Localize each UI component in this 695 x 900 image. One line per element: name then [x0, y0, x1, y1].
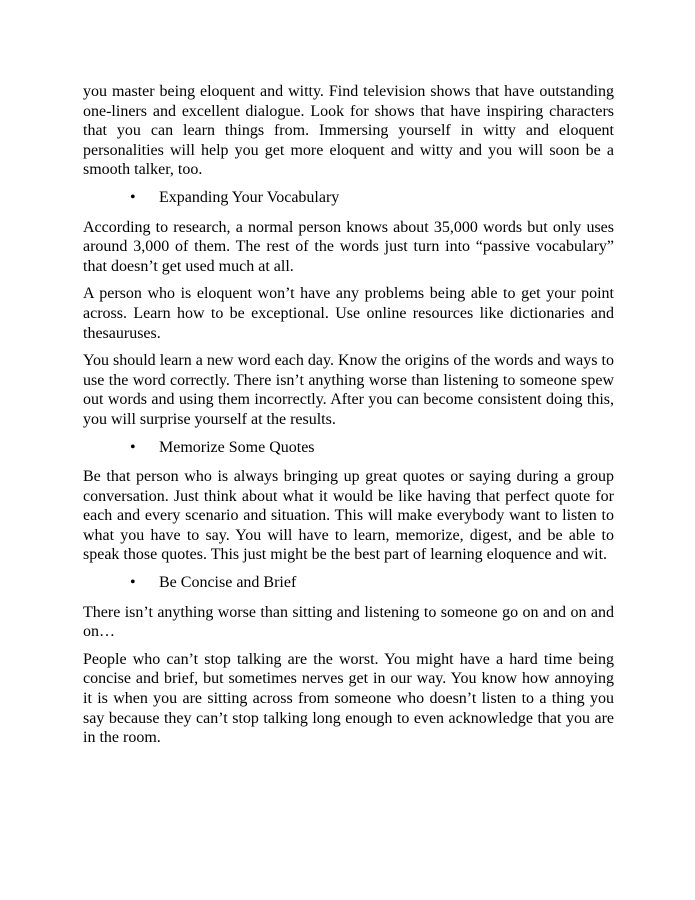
paragraph-cant-stop-talking: People who can’t stop talking are the worst. You might have a hard time being concise and brief, but sometimes nerves get in our way. You know how annoying it is when you are sitting across from someone who doesn’t listen to a thing you say because they can’t stop talking long enough to even acknowledge that you are in the room.	[83, 650, 614, 747]
paragraph-new-word: You should learn a new word each day. Know the origins of the words and ways to use the word correctly. There isn’t anything worse than listening to someone spew out words and using them incorrectly. After you can become consistent doing this, you will surprise yourself at the results.	[83, 352, 614, 428]
bullet-heading-concise	[83, 573, 614, 593]
bullet-heading-quotes	[83, 438, 614, 458]
bullet-heading-text: Be Concise and Brief	[159, 574, 297, 592]
paragraph-on-and-on: There isn’t anything worse than sitting and listening to someone go on and on and on…	[83, 603, 614, 641]
bullet-heading-text: Expanding Your Vocabulary	[159, 188, 340, 206]
bullet-icon: •	[130, 188, 136, 206]
bullet-heading-vocabulary	[83, 188, 614, 208]
document-page	[83, 82, 614, 756]
bullet-icon: •	[130, 438, 136, 456]
bullet-heading-text: Memorize Some Quotes	[159, 438, 315, 456]
bullet-icon: •	[130, 574, 136, 592]
paragraph-continued-intro: you master being eloquent and witty. Find television shows that have outstanding one-liners and excellent dialogue. Look for shows that have inspiring characters that you can learn things from. Immersing yourself in witty and eloquent personalities will help you get more eloquent and witty and you will soon be a smooth talker, too.	[83, 83, 614, 179]
paragraph-quotes: Be that person who is always bringing up great quotes or saying during a group conversation. Just think about what it would be like having that perfect quote for each and every scenario and situation. This will make everybody want to listen to what you have to say. You will have to learn, memorize, digest, and be able to speak those quotes. This just might be the best part of learning eloquence and wit.	[83, 468, 614, 564]
paragraph-research: According to research, a normal person knows about 35,000 words but only uses around 3,000 of them. The rest of the words just turn into “passive vocabulary” that doesn’t get used much at all.	[83, 218, 614, 275]
paragraph-eloquent-person: A person who is eloquent won’t have any problems being able to get your point across. Learn how to be exceptional. Use online resources like dictionaries and thesauruses.	[83, 285, 614, 342]
